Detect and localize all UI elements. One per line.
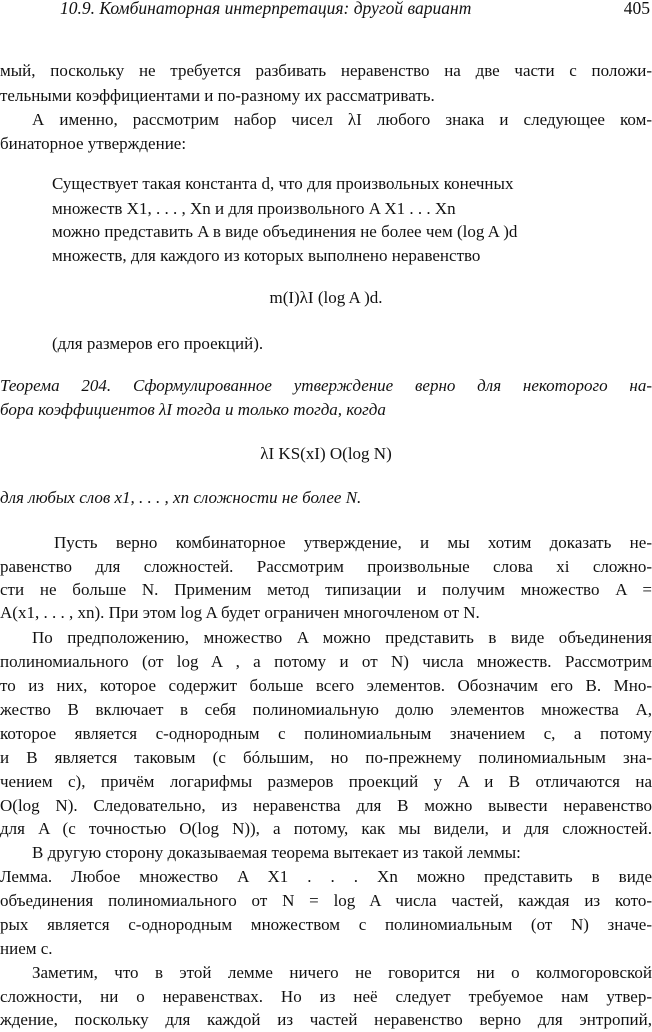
proof-line: которое является c-однородным с полиномиальным значением c, а потому [0,724,652,743]
proof-line: O(log N). Следовательно, из неравенства для B можно вывести неравенство [0,796,652,815]
text-line: Заметим, что в этой лемме ничего не говорится ни о колмогоровской [32,963,652,982]
proof-line: сти не больше N. Применим метод типизации и получим множество A = [0,580,652,599]
proof-line: равенство для сложностей. Рассмотрим произвольные слова xi сложно- [0,557,652,576]
text-line: тельными коэффициентами и по-разному их рассматривать. [0,86,435,105]
proof-line: чением c), причём логарифмы размеров проекций у A и B отличаются на [0,772,652,791]
proof-line: По предположению, множество A можно представить в виде объединения [32,628,652,647]
text-line: ждение, поскольку для каждой из частей неравенство верно для энтропий, [0,1010,652,1029]
lemma-line: объединения полиномиального от N = log A числа частей, каждая из кото- [0,891,652,910]
text-line: мый, поскольку не требуется разбивать неравенство на две части с положи- [0,61,652,80]
proof-line: то из них, которое содержит больше всего элементов. Обозначим его B. Мно- [0,676,652,695]
theorem-line: для любых слов x1, . . . , xn сложности не более N. [0,488,362,507]
theorem-line: Теорема 204. Сформулированное утверждение верно для некоторого на- [0,376,652,395]
statement-line: можно представить A в виде объединения не более чем (log A )d [52,222,518,241]
theorem-line: бора коэффициентов λI тогда и только тогда, когда [0,400,386,419]
proof-line: и B является таковым (с бóльшим, но по-прежнему полиномиальным зна- [0,748,652,767]
statement-line: Существует такая константа d, что для произвольных конечных [52,174,514,193]
text-line: сложности, ни о неравенствах. Но из неё следует требуемое нам утвер- [0,987,652,1006]
lemma-line: Лемма. Любое множество A X1 . . . Xn можно представить в виде [0,867,652,886]
proof-line: A(x1, . . . , xn). При этом log A будет ограничен многочленом от N. [0,603,480,622]
text-line: А именно, рассмотрим набор чисел λI любого знака и следующее ком- [32,110,652,129]
text-line: бинаторное утверждение: [0,134,187,153]
theorem-formula: λI KS(xI) O(log N) [260,444,392,463]
proof-line: для A (с точностью O(log N)), а потому, как мы видели, и для сложностей. [0,819,652,838]
proof-line: В другую сторону доказываемая теорема вытекает из такой леммы: [32,843,521,862]
statement-formula: m(I)λI (log A )d. [269,288,383,307]
statement-line: множеств X1, . . . , Xn и для произвольного A X1 . . . Xn [52,199,456,218]
proof-line: жество B включает в себя полиномиальную долю элементов множества A, [0,700,652,719]
lemma-line: нием c. [0,939,53,958]
statement-line: множеств, для каждого из которых выполнено неравенство [52,246,481,265]
running-header-title: 10.9. Комбинаторная интерпретация: другой вариант [60,0,472,18]
proof-line: полиномиального (от log A , а потому и от N) числа множеств. Рассмотрим [0,652,652,671]
lemma-line: рых является c-однородным множеством с полиномиальным (от N) значе- [0,915,652,934]
proof-line: Пусть верно комбинаторное утверждение, и мы хотим доказать не- [54,533,652,552]
statement-line: (для размеров его проекций). [52,334,264,353]
page-number: 405 [623,0,650,18]
